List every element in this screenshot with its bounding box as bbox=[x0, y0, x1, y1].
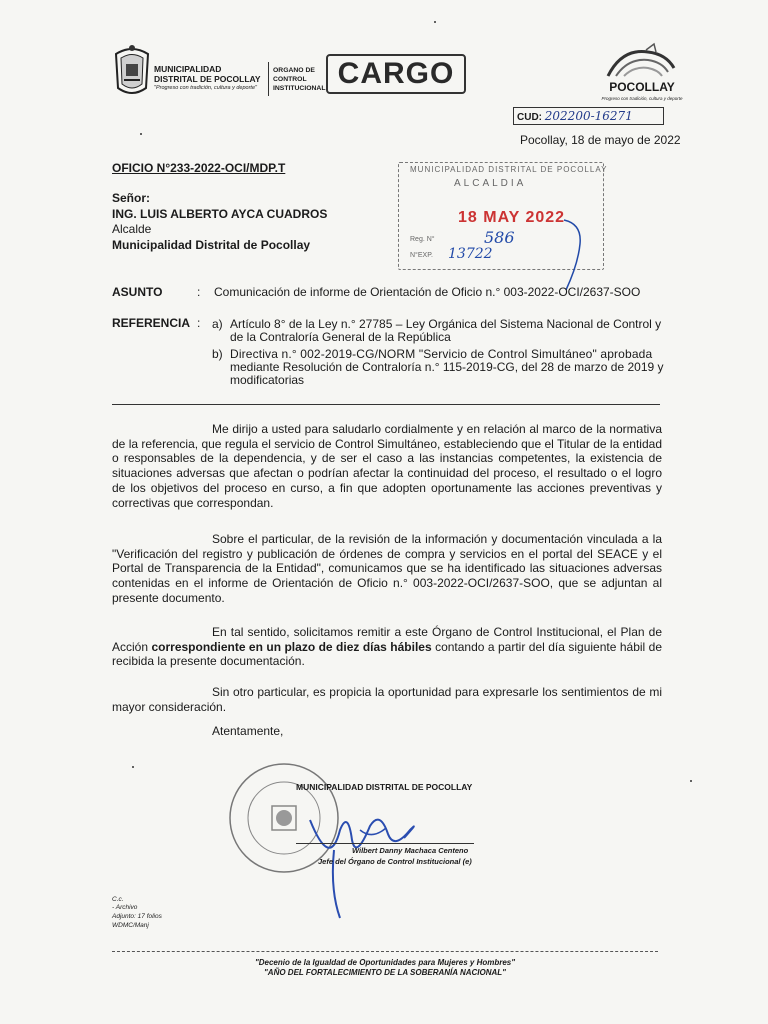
closing-greeting: Atentamente, bbox=[212, 724, 284, 738]
reception-stamp-date: 18 MAY 2022 bbox=[458, 209, 566, 226]
cud-value: 202200-16271 bbox=[544, 109, 633, 123]
reception-reg-number: 586 bbox=[484, 228, 515, 247]
signature-municipality: MUNICIPALIDAD DISTRITAL DE POCOLLAY bbox=[296, 782, 473, 792]
organo-control-label: ORGANO DE CONTROL INSTITUCIONAL bbox=[273, 67, 326, 92]
footer-divider bbox=[112, 951, 658, 952]
section-divider bbox=[112, 404, 660, 405]
pocollay-logo-text: POCOLLAY bbox=[609, 80, 675, 94]
body-paragraph-1: Me dirijo a usted para saludarlo cordialmente y en relación al marco de la normativa de la referencia, que regula el servicio de Control Simultáneo, estableciendo que el Titular de la entidad o responsables de la dependencia, y de ser el caso a las instancias competentes, la existencia de situaciones adversas que afectan o podrían afectar la continuidad del proceso, el resultado o el logro de los objetivos del proceso en curso, a fin que adopten oportunamente las acciones preventivas y correctivas que correspondan. bbox=[112, 422, 662, 510]
asunto-colon: : bbox=[197, 285, 201, 299]
signer-title: Jefe del Órgano de Control Institucional (e) bbox=[318, 857, 472, 866]
reception-stamp-area: ALCALDIA bbox=[454, 178, 527, 189]
cud-label: CUD: bbox=[517, 112, 542, 123]
recipient-name: ING. LUIS ALBERTO AYCA CUADROS bbox=[112, 207, 328, 221]
pocollay-logo-slogan: Progreso con tradición, cultura y deporte bbox=[601, 96, 683, 101]
scan-speck bbox=[132, 766, 134, 768]
signature-line bbox=[296, 843, 474, 844]
scan-speck bbox=[434, 21, 436, 23]
cc-archivo: - Archivo bbox=[112, 904, 138, 911]
asunto-text: Comunicación de informe de Orientación de Oficio n.° 003-2022-OCI/2637-SOO bbox=[214, 285, 641, 299]
reception-stamp-title: MUNICIPALIDAD DISTRITAL DE POCOLLAY bbox=[410, 165, 608, 174]
cc-adjunto: Adjunto: 17 folios bbox=[112, 913, 162, 920]
salutation: Señor: bbox=[112, 191, 151, 205]
cargo-stamp: CARGO bbox=[326, 54, 466, 94]
footer-line-1: "Decenio de la Igualdad de Oportunidades para Mujeres y Hombres" bbox=[254, 958, 516, 967]
footer-line-2: "AÑO DEL FORTALECIMIENTO DE LA SOBERANÍA NACIONAL" bbox=[264, 968, 506, 977]
reception-fol-label: N°EXP. bbox=[410, 252, 433, 259]
body-paragraph-3: En tal sentido, solicitamos remitir a este Órgano de Control Institucional, el Plan de Acción correspondiente en un plazo de diez días hábiles contando a partir del día siguiente hábil de recibida la presente documentación. bbox=[112, 625, 662, 669]
recipient-entity: Municipalidad Distrital de Pocollay bbox=[112, 238, 311, 252]
asunto-label: ASUNTO bbox=[112, 285, 163, 299]
document-date: Pocollay, 18 de mayo de 2022 bbox=[520, 133, 681, 147]
cud-box bbox=[513, 107, 664, 125]
handwritten-signature bbox=[300, 790, 430, 920]
scan-speck bbox=[690, 780, 692, 782]
referencia-item-a: a) Artículo 8° de la Ley n.° 27785 – Ley Orgánica del Sistema Nacional de Control y de la Contraloría General de la República bbox=[212, 317, 662, 344]
municipality-crest-logo bbox=[112, 44, 152, 98]
cc-initials: WDMC/Manj bbox=[112, 922, 149, 929]
body-paragraph-4: Sin otro particular, es propicia la oportunidad para expresarle los sentimientos de mi mayor consideración. bbox=[112, 685, 662, 714]
recipient-position: Alcalde bbox=[112, 222, 152, 236]
municipality-slogan: "Progreso con tradición, cultura y deporte" bbox=[154, 85, 257, 91]
reception-reg-label: Reg. N° bbox=[410, 236, 435, 243]
header-divider bbox=[268, 62, 269, 96]
referencia-item-b: b) Directiva n.° 002-2019-CG/NORM "Servicio de Control Simultáneo" aprobada mediante Resolución de Contraloría n.° 115-2019-CG, del 28 de marzo de 2019 y modificatorias bbox=[212, 347, 664, 387]
cc-label: C.c. bbox=[112, 896, 124, 903]
referencia-colon: : bbox=[197, 316, 201, 330]
signature-flourish-icon bbox=[560, 214, 590, 294]
scan-speck bbox=[140, 133, 142, 135]
signer-name: Wilbert Danny Machaca Centeno bbox=[352, 846, 469, 855]
referencia-label: REFERENCIA bbox=[112, 316, 191, 330]
pocollay-brand-logo bbox=[602, 42, 680, 84]
oficio-number: OFICIO N°233-2022-OCI/MDP.T bbox=[112, 161, 286, 175]
reception-folio: 13722 bbox=[448, 246, 493, 262]
municipality-name: MUNICIPALIDAD DISTRITAL DE POCOLLAY bbox=[154, 64, 261, 84]
body-paragraph-2: Sobre el particular, de la revisión de la información y documentación vinculada a la "Verificación del registro y publicación de órdenes de compra y servicios en el portal del SEACE y el Portal de Transparencia de la Entidad", comunicamos que se ha identificado las situaciones adversas contenidas en el informe de Orientación de Oficio n.° 003-2022-OCI/2637-SOO, que se adjuntan al presente documento. bbox=[112, 532, 662, 605]
